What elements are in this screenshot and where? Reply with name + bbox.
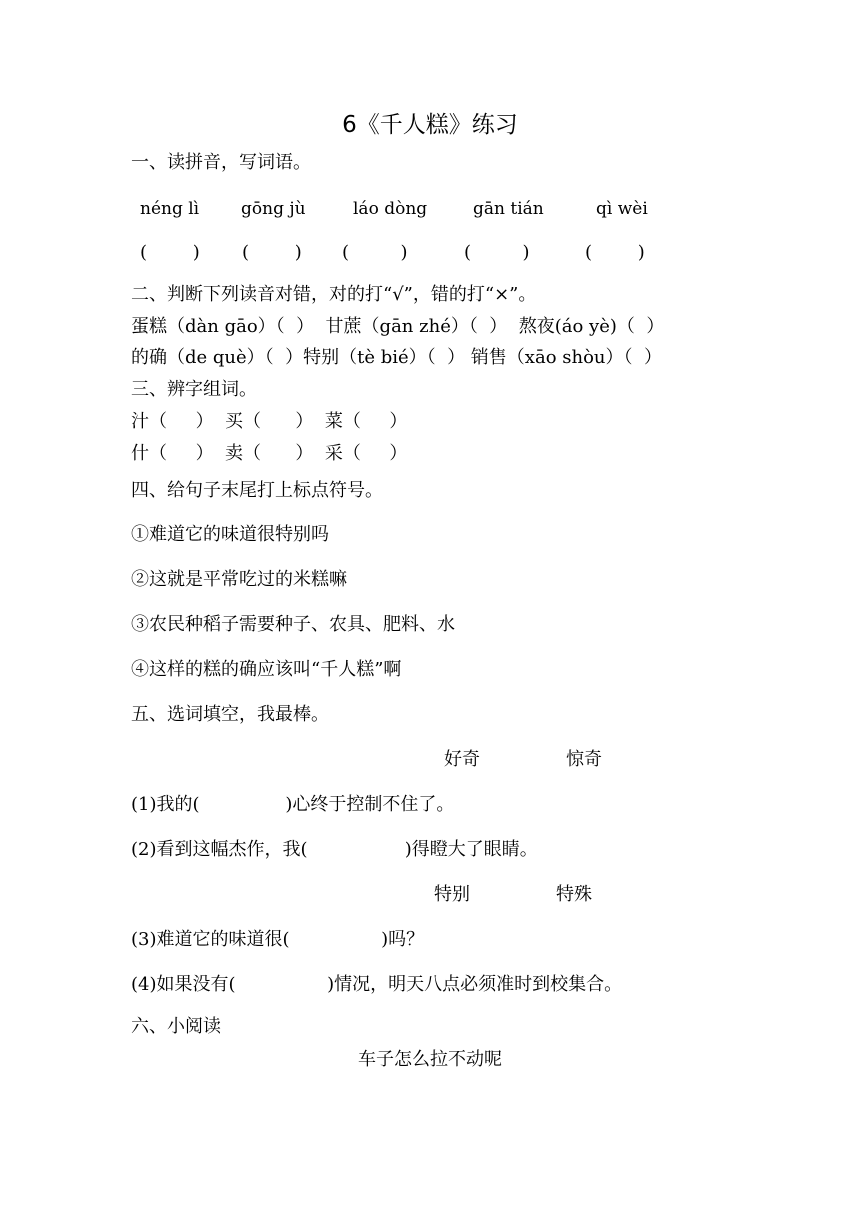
sentence-2: ②这就是平常吃过的米糕嘛	[131, 569, 347, 590]
blank-1[interactable]: ( )	[140, 242, 200, 263]
question-4: (4)如果没有( )情况，明天八点必须准时到校集合。	[131, 974, 623, 995]
sentence-1: ①难道它的味道很特别吗	[131, 524, 329, 545]
section-4-heading: 四、给句子末尾打上标点符号。	[131, 480, 383, 501]
question-2: (2)看到这幅杰作，我( )得瞪大了眼睛。	[131, 839, 538, 860]
section-2-row-2: 的确（de què）（ ）特别（tè bié）（ ） 销售（xāo shòu）（ ）	[131, 347, 662, 368]
blank-3[interactable]: ( )	[342, 242, 408, 263]
blank-5[interactable]: ( )	[585, 242, 645, 263]
section-3-row-2: 什（ ） 卖（ ） 采（ ）	[131, 443, 408, 464]
word-option-4: 特殊	[556, 884, 592, 905]
question-3: (3)难道它的味道很( )吗？	[131, 929, 425, 950]
section-3-row-1: 汁（ ） 买（ ） 菜（ ）	[131, 411, 408, 432]
pinyin-2: gōng jù	[241, 199, 306, 219]
word-option-3: 特别	[434, 884, 470, 905]
section-2-row-1: 蛋糕（dàn gāo）（ ） 甘蔗（gān zhé）（ ） 熬夜(áo yè)（ ）	[131, 316, 665, 337]
section-1-heading: 一、读拼音，写词语。	[131, 152, 311, 173]
pinyin-3: láo dòng	[353, 199, 428, 219]
word-option-2: 惊奇	[566, 749, 602, 770]
question-1: (1)我的( )心终于控制不住了。	[131, 794, 455, 815]
story-title: 车子怎么拉不动呢	[358, 1049, 502, 1070]
pinyin-1: néng lì	[140, 199, 200, 219]
pinyin-5: qì wèi	[596, 199, 648, 219]
sentence-4: ④这样的糕的确应该叫“千人糕”啊	[131, 659, 402, 680]
section-3-heading: 三、辨字组词。	[131, 379, 257, 400]
section-2-heading: 二、判断下列读音对错，对的打“√”，错的打“×”。	[131, 284, 537, 305]
blank-4[interactable]: ( )	[464, 242, 530, 263]
section-6-heading: 六、小阅读	[131, 1016, 221, 1037]
page-title: 6《千人糕》练习	[342, 112, 518, 138]
word-option-1: 好奇	[444, 749, 480, 770]
blank-2[interactable]: ( )	[242, 242, 302, 263]
sentence-3: ③农民种稻子需要种子、农具、肥料、水	[131, 614, 455, 635]
section-5-heading: 五、选词填空，我最棒。	[131, 704, 329, 725]
pinyin-4: gān tián	[473, 199, 544, 219]
